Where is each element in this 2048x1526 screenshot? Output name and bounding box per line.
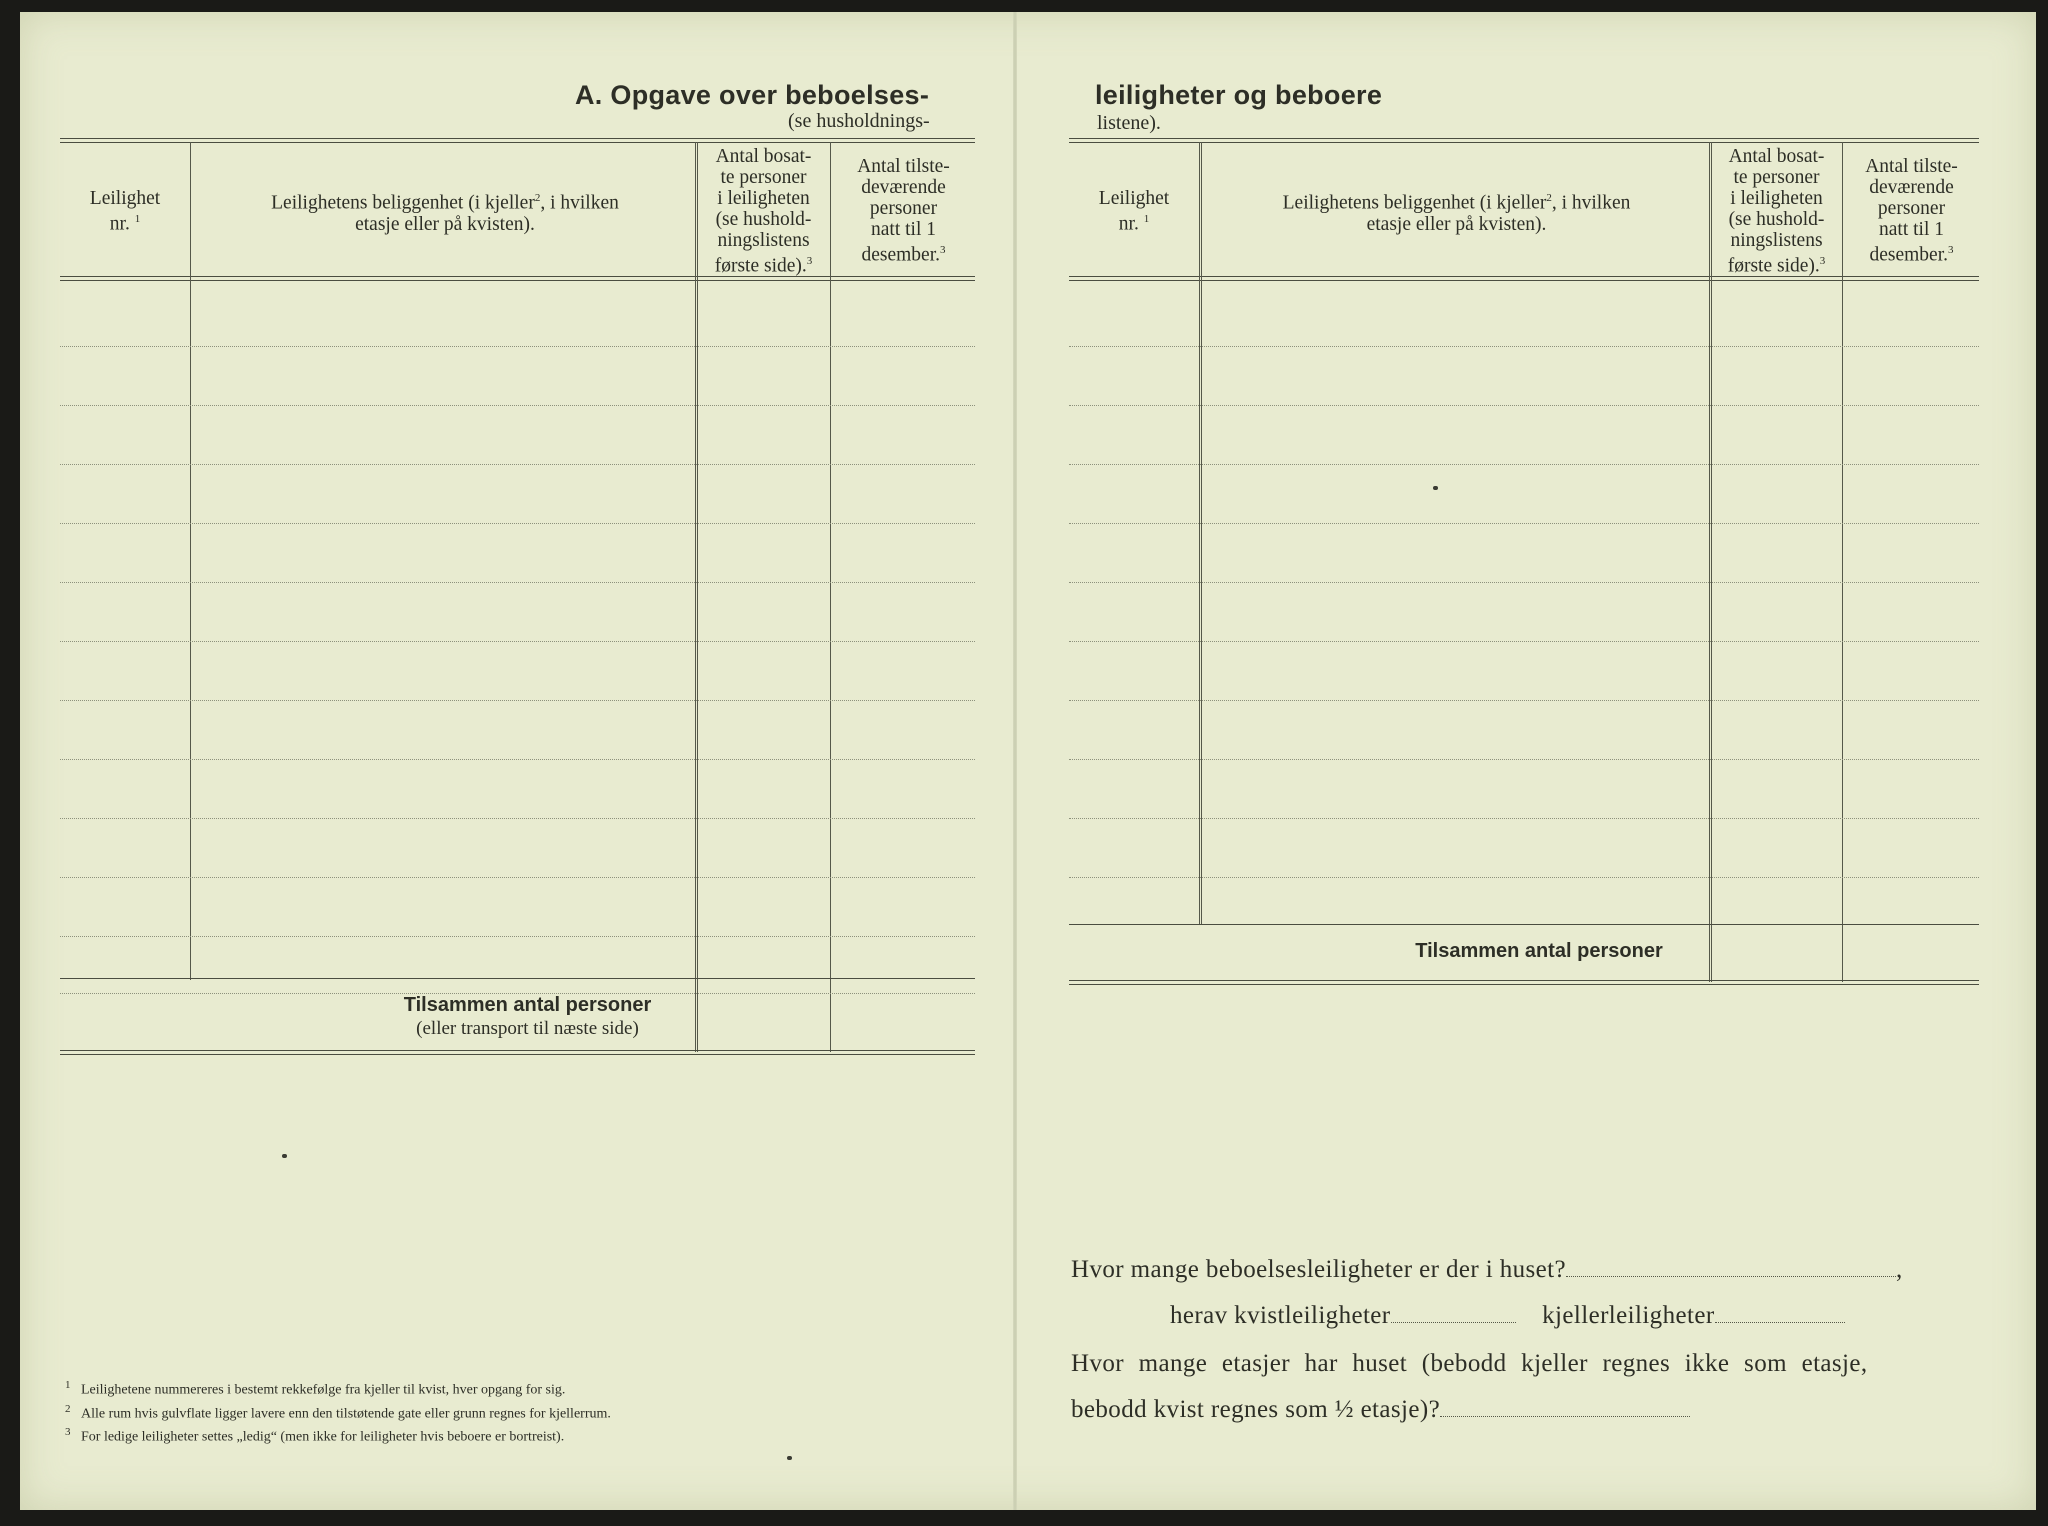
table-row [60, 700, 975, 701]
right-table [1069, 128, 1979, 962]
table-row [1069, 346, 1979, 347]
left-table [60, 128, 975, 1088]
footnote-1: $^1$ Leilighetene nummereres i bestemt rekkefølge fra kjeller til kvist, hver opgang for sig. [65, 1379, 566, 1398]
left-col-present-persons: Antal tilste- deværende personer natt til 1 desember.$^3$ [857, 156, 950, 266]
left-col-apartment-number: Leilighet nr. $^1$ [89, 188, 161, 235]
table-row [1069, 759, 1979, 760]
left-total-label: Tilsammen antal personer [403, 994, 652, 1016]
question-floor-count-line1: Hvor mange etasjer har huset (bebodd kjeller regnes ikke som etasje, [1071, 1350, 1868, 1377]
right-col-present-persons: Antal tilste- deværende personer natt til 1 desember.$^3$ [1865, 156, 1958, 266]
footnotes [65, 1376, 611, 1447]
table-row [60, 405, 975, 406]
table-row [1069, 818, 1979, 819]
table-row [60, 818, 975, 819]
right-subtitle: listene). [1097, 112, 1161, 134]
right-title: leiligheter og beboere [1095, 80, 1383, 110]
right-page [1045, 0, 1980, 1498]
left-subtitle: (se husholdnings- [788, 110, 930, 132]
ink-speck [787, 1456, 792, 1460]
left-total-sub: (eller transport til næste side) [416, 1018, 639, 1039]
right-col-resident-persons: Antal bosat- te personer i leiligheten (se hushold- ningslistens første side).$^3$ [1727, 146, 1826, 277]
left-col-location: Leilighetens beliggenhet (i kjeller$^2$, i hvilken etasje eller på kvisten). [271, 192, 619, 235]
table-row [60, 346, 975, 347]
left-page [60, 0, 995, 1498]
right-total-label: Tilsammen antal personer [1415, 940, 1663, 962]
ink-speck [282, 1154, 287, 1158]
table-row [60, 464, 975, 465]
table-row [1069, 582, 1979, 583]
footnote-2: $^2$ Alle rum hvis gulvflate ligger lavere enn den tilstøtende gate eller grunn regnes for kjellerrum. [65, 1402, 611, 1422]
footnote-3: $^3$ For ledige leiligheter settes „ledig“ (men ikke for leiligheter hvis beboere er bortreist). [65, 1426, 565, 1445]
table-row [60, 877, 975, 878]
left-title: A. Opgave over beboelses- [575, 80, 930, 110]
table-row [60, 582, 975, 583]
table-row [1069, 700, 1979, 701]
table-row [60, 936, 975, 937]
left-col-resident-persons: Antal bosat- te personer i leiligheten (se hushold- ningslistens første side).$^3$ [714, 146, 813, 277]
table-row [1069, 464, 1979, 465]
question-apartment-count: Hvor mange beboelsesleiligheter er der i huset? , [1071, 1256, 1903, 1283]
table-row [1069, 523, 1979, 524]
page-fold [1013, 12, 1017, 1510]
table-row [1069, 641, 1979, 642]
ink-speck [1433, 486, 1438, 490]
right-col-apartment-number: Leilighet nr. $^1$ [1098, 188, 1170, 235]
question-attic-basement: herav kvistleiligheter kjellerleiligheter [1170, 1302, 1845, 1330]
right-col-location: Leilighetens beliggenhet (i kjeller$^2$, i hvilken etasje eller på kvisten). [1282, 192, 1631, 235]
table-row [1069, 405, 1979, 406]
question-floor-count-line2: bebodd kvist regnes som ½ etasje)? [1071, 1396, 1690, 1424]
table-row [1069, 877, 1979, 878]
table-row [60, 759, 975, 760]
table-row [60, 523, 975, 524]
table-row [60, 641, 975, 642]
